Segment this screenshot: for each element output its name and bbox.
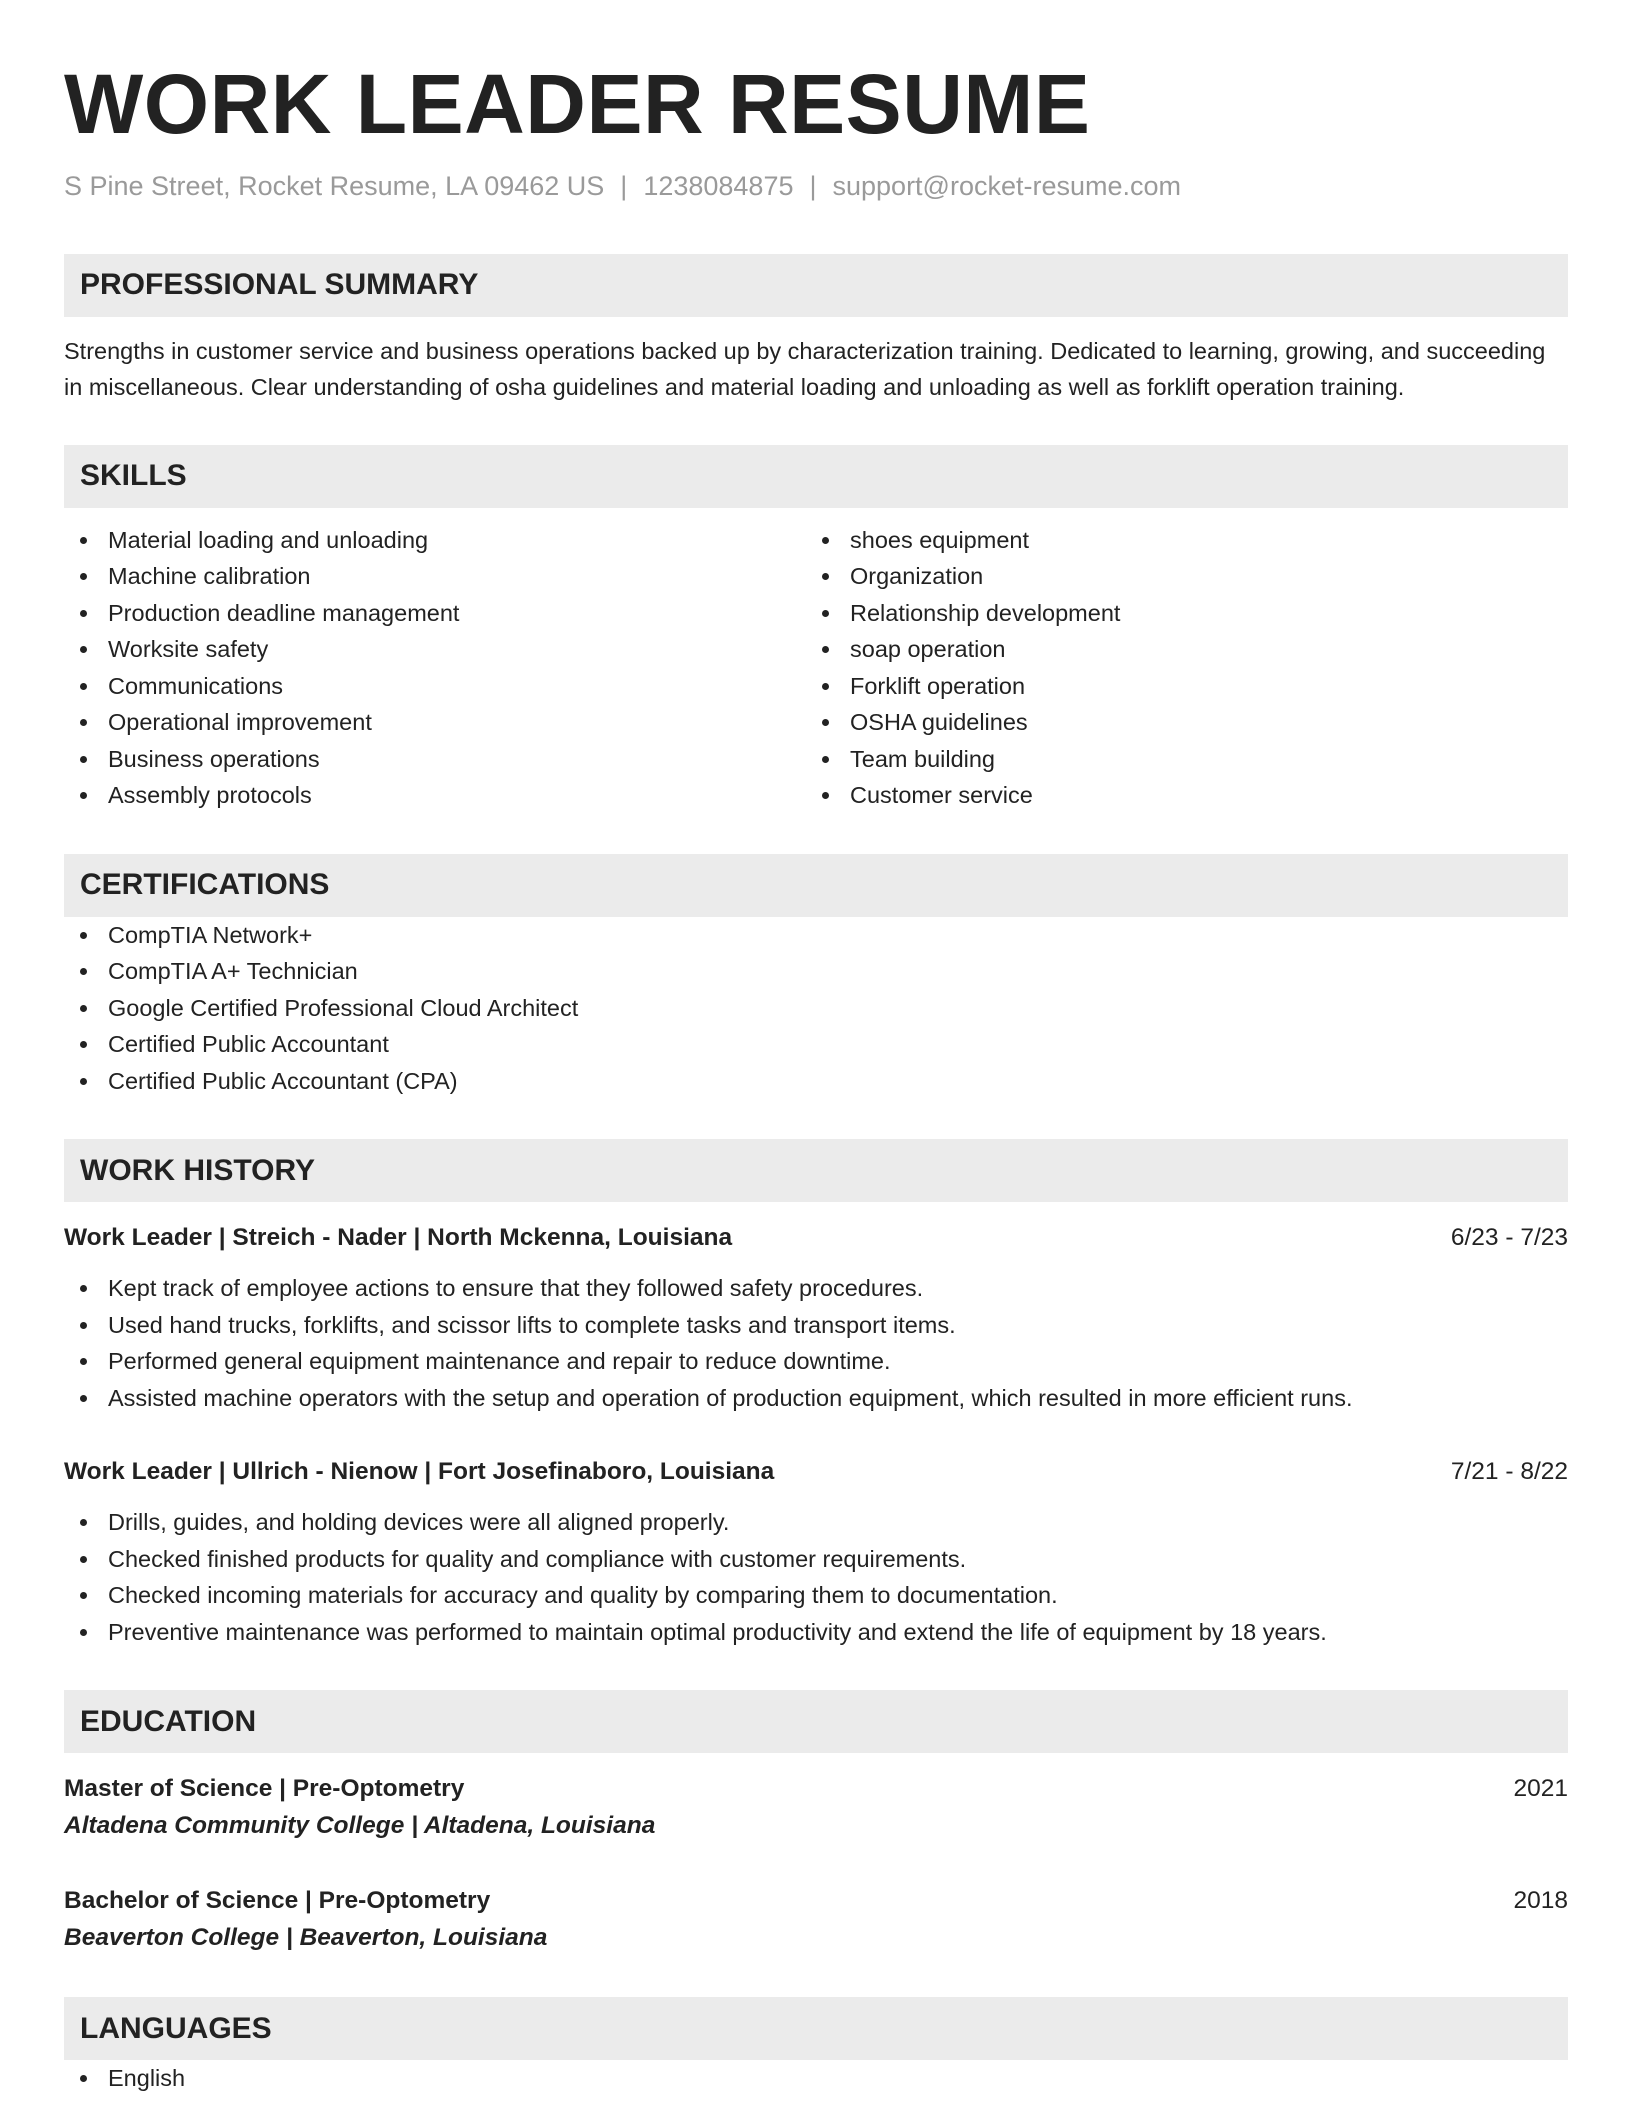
summary-text: Strengths in customer service and business operations backed up by characterization training. Dedicated to learning, growing, and succeeding in miscellaneous. Clear understanding of osha guidelines and material loading and unloading as well as forklift operation training.	[64, 337, 1546, 400]
job-bullet: Preventive maintenance was performed to maintain optimal productivity and extend the life of equipment by 18 years.	[64, 1614, 1568, 1651]
education-year: 2018	[1513, 1887, 1568, 1915]
language-item: English	[64, 2060, 1568, 2097]
job-bullet: Performed general equipment maintenance and repair to reduce downtime.	[64, 1343, 1568, 1380]
certifications-list	[64, 917, 1568, 1100]
job-bullets	[64, 1270, 1568, 1416]
education-header	[64, 1883, 1568, 1919]
contact-separator: |	[620, 170, 628, 201]
skill-item: OSHA guidelines	[806, 704, 1548, 741]
certifications-heading: CERTIFICATIONS	[64, 854, 1568, 917]
skills-heading: SKILLS	[64, 445, 1568, 508]
job-entry	[64, 1454, 1568, 1650]
job-bullet: Used hand trucks, forklifts, and scissor lifts to complete tasks and transport items.	[64, 1307, 1568, 1344]
job-header	[64, 1220, 1568, 1256]
education-degree: Bachelor of Science | Pre-Optometry	[64, 1887, 491, 1915]
skill-item: Production deadline management	[64, 595, 806, 632]
education-heading: EDUCATION	[64, 1690, 1568, 1753]
certification-item: Google Certified Professional Cloud Architect	[64, 990, 1568, 1027]
summary-heading: PROFESSIONAL SUMMARY	[64, 254, 1568, 317]
skill-item: Assembly protocols	[64, 777, 806, 814]
job-dates: 6/23 - 7/23	[1450, 1224, 1568, 1252]
education-year: 2021	[1513, 1775, 1568, 1803]
skill-item: shoes equipment	[806, 522, 1548, 559]
contact-line	[64, 169, 1568, 204]
skill-item: Operational improvement	[64, 704, 806, 741]
skills-list	[64, 522, 1568, 814]
certification-item: Certified Public Accountant (CPA)	[64, 1063, 1568, 1100]
job-bullets	[64, 1504, 1568, 1650]
job-bullet: Checked finished products for quality and compliance with customer requirements.	[64, 1541, 1568, 1578]
certification-item: CompTIA A+ Technician	[64, 953, 1568, 990]
skills-column-left	[64, 522, 806, 814]
job-bullet: Drills, guides, and holding devices were all aligned properly.	[64, 1504, 1568, 1541]
education-entry	[64, 1771, 1568, 1845]
skill-item: Worksite safety	[64, 631, 806, 668]
work-history-heading: WORK HISTORY	[64, 1139, 1568, 1202]
contact-address: S Pine Street, Rocket Resume, LA 09462 US	[64, 170, 605, 201]
job-bullet: Checked incoming materials for accuracy and quality by comparing them to documentation.	[64, 1577, 1568, 1614]
resume-title: WORK LEADER RESUME	[64, 57, 1091, 151]
job-bullet: Assisted machine operators with the setup and operation of production equipment, which resulted in more efficient runs.	[64, 1380, 1568, 1417]
contact-separator: |	[809, 170, 817, 201]
education-header	[64, 1771, 1568, 1807]
skill-item: Organization	[806, 558, 1548, 595]
contact-email: support@rocket-resume.com	[832, 170, 1182, 201]
job-header	[64, 1454, 1568, 1490]
job-bullet: Kept track of employee actions to ensure that they followed safety procedures.	[64, 1270, 1568, 1307]
contact-phone: 1238084875	[643, 170, 794, 201]
skills-column-right	[806, 522, 1548, 814]
skill-item: Business operations	[64, 741, 806, 778]
job-title: Work Leader | Ullrich - Nienow | Fort Josefinaboro, Louisiana	[64, 1458, 775, 1486]
skill-item: Relationship development	[806, 595, 1548, 632]
education-school: Beaverton College | Beaverton, Louisiana	[64, 1924, 548, 1952]
skill-item: Team building	[806, 741, 1548, 778]
job-title: Work Leader | Streich - Nader | North Mckenna, Louisiana	[64, 1224, 733, 1252]
skill-item: Material loading and unloading	[64, 522, 806, 559]
education-degree: Master of Science | Pre-Optometry	[64, 1775, 465, 1803]
certification-item: Certified Public Accountant	[64, 1026, 1568, 1063]
skill-item: soap operation	[806, 631, 1548, 668]
education-entry	[64, 1883, 1568, 1957]
certification-item: CompTIA Network+	[64, 917, 1568, 954]
job-entry	[64, 1220, 1568, 1416]
skill-item: Forklift operation	[806, 668, 1548, 705]
education-school: Altadena Community College | Altadena, Louisiana	[64, 1812, 656, 1840]
languages-heading: LANGUAGES	[64, 1997, 1568, 2060]
languages-list	[64, 2060, 1568, 2097]
skill-item: Machine calibration	[64, 558, 806, 595]
skill-item: Customer service	[806, 777, 1548, 814]
job-dates: 7/21 - 8/22	[1450, 1458, 1568, 1486]
skill-item: Communications	[64, 668, 806, 705]
